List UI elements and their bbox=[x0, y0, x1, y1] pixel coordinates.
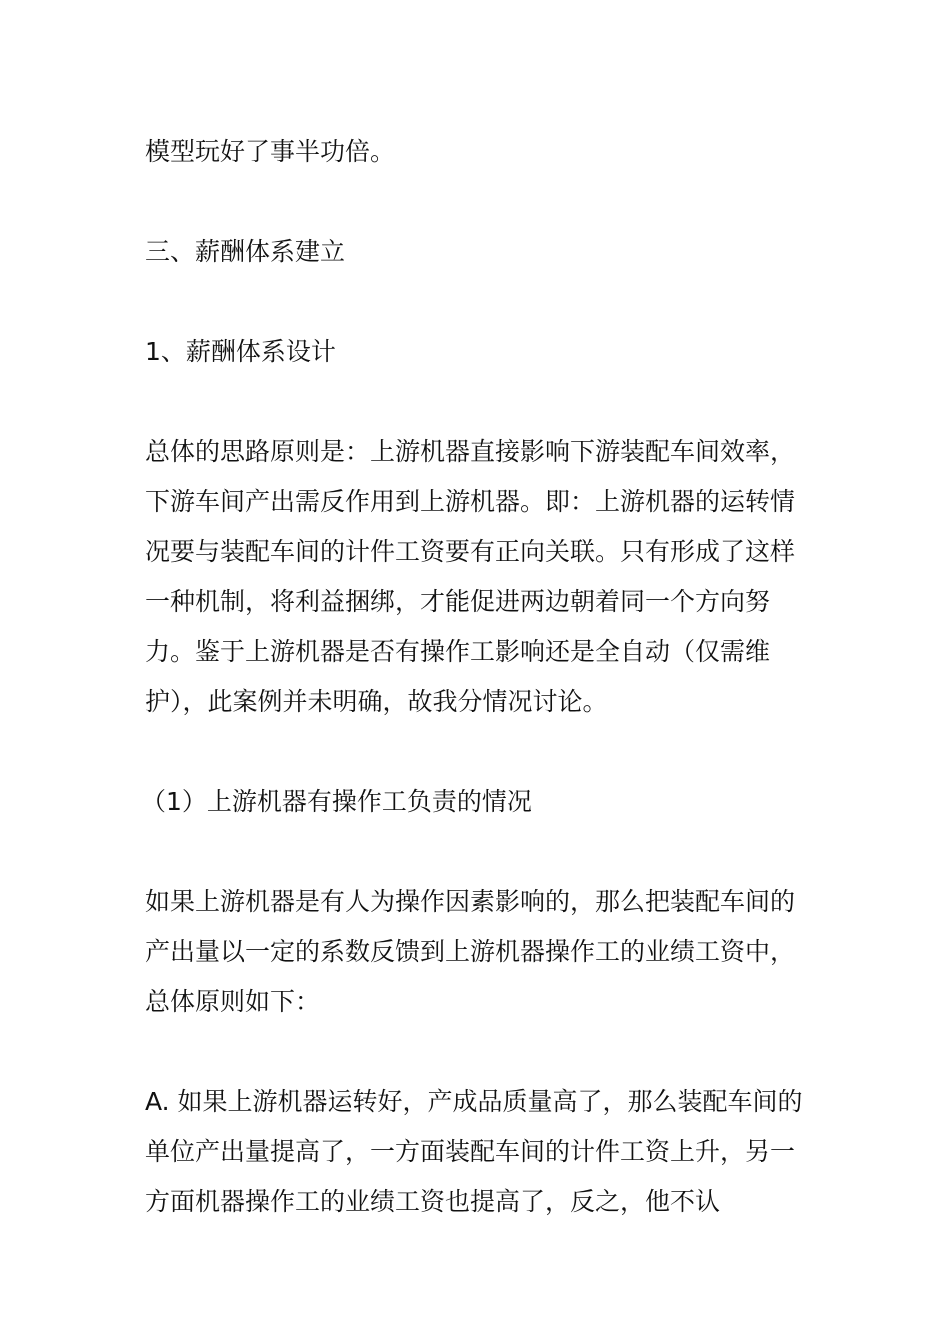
case-heading: （1）上游机器有操作工负责的情况 bbox=[141, 787, 532, 816]
document-body bbox=[141, 127, 805, 1277]
subsection-heading: 1、薪酬体系设计 bbox=[145, 337, 336, 366]
paragraph-continuation: 模型玩好了事半功倍。 bbox=[145, 137, 396, 166]
paragraph-case-description: 如果上游机器是有人为操作因素影响的，那么把装配车间的产出量以一定的系数反馈到上游机器操作工的业绩工资中，总体原则如下： bbox=[145, 887, 796, 1016]
paragraph-principle: 总体的思路原则是：上游机器直接影响下游装配车间效率，下游车间产出需反作用到上游机器。即：上游机器的运转情况要与装配车间的计件工资要有正向关联。只有形成了这样一种机制，将利益捆绑，才能促进两边朝着同一个方向努力。鉴于上游机器是否有操作工影响还是全自动（仅需维护），此案例并未明确，故我分情况讨论。 bbox=[145, 437, 796, 716]
section-heading: 三、薪酬体系建立 bbox=[145, 237, 346, 266]
paragraph-point-a: A. 如果上游机器运转好，产成品质量高了，那么装配车间的单位产出量提高了，一方面装配车间的计件工资上升，另一方面机器操作工的业绩工资也提高了，反之，他不认 bbox=[145, 1087, 803, 1216]
